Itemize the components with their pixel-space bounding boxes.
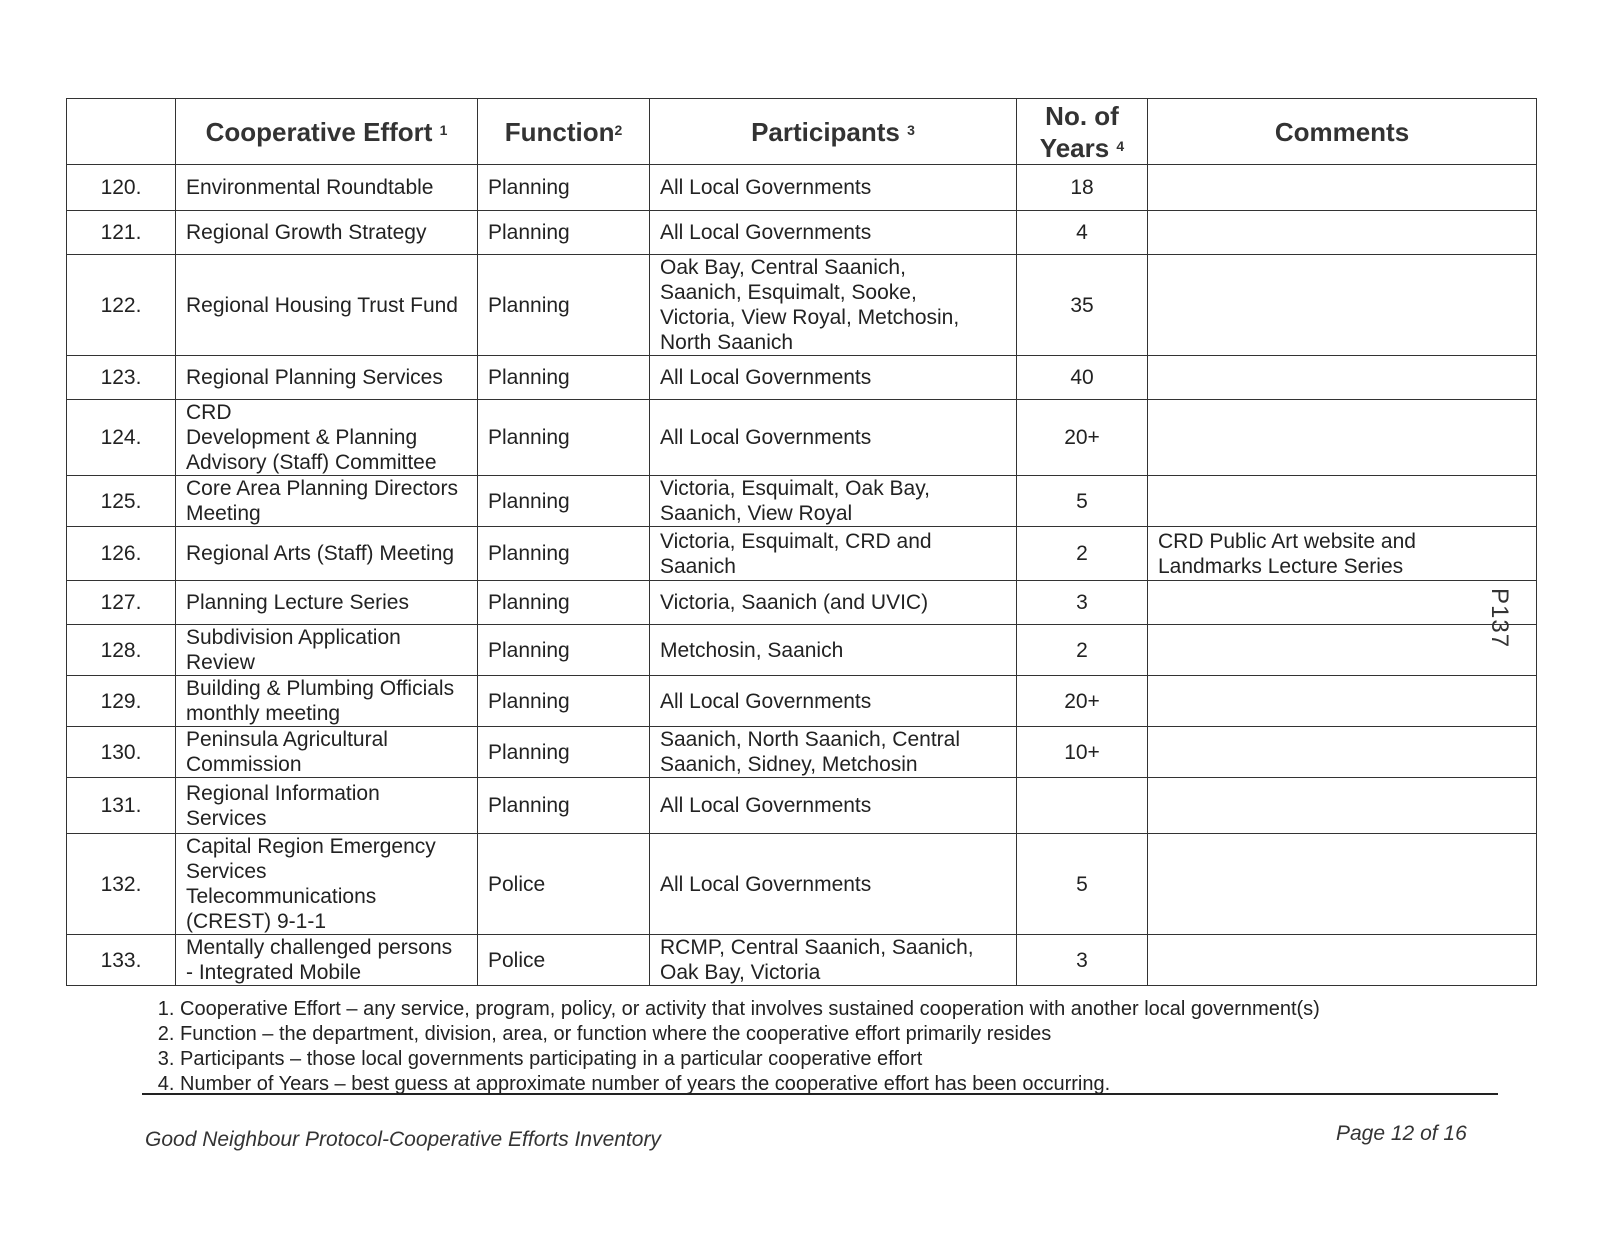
cooperative-effort-cell: Capital Region Emergency Services Telecommunications (CREST) 9-1-1 — [176, 834, 478, 935]
years-cell: 3 — [1017, 935, 1148, 986]
row-number-cell: 128. — [67, 625, 176, 676]
row-number-cell: 124. — [67, 400, 176, 476]
table-row — [67, 727, 1537, 778]
cooperative-efforts-table — [66, 98, 1537, 986]
cooperative-effort-cell: CRD Development & Planning Advisory (Staff) Committee — [176, 400, 478, 476]
cooperative-effort-cell: Mentally challenged persons - Integrated Mobile — [176, 935, 478, 986]
years-cell: 5 — [1017, 834, 1148, 935]
row-number-cell: 121. — [67, 211, 176, 255]
participants-cell: Saanich, North Saanich, Central Saanich, Sidney, Metchosin — [650, 727, 1017, 778]
cooperative-effort-cell: Regional Arts (Staff) Meeting — [176, 527, 478, 581]
table-row — [67, 935, 1537, 986]
table-row — [67, 255, 1537, 356]
participants-cell: All Local Governments — [650, 834, 1017, 935]
years-cell: 3 — [1017, 581, 1148, 625]
cooperative-effort-cell: Regional Planning Services — [176, 356, 478, 400]
function-cell: Planning — [478, 625, 650, 676]
cooperative-effort-cell: Regional Information Services — [176, 778, 478, 834]
page-stamp-label: P137 — [1486, 588, 1513, 649]
table-row — [67, 778, 1537, 834]
table-row — [67, 476, 1537, 527]
comments-cell — [1148, 778, 1537, 834]
row-number-cell: 127. — [67, 581, 176, 625]
footnote-4: 4. Number of Years – best guess at approximate number of years the cooperative effort has been occurring. — [180, 1072, 1540, 1097]
row-number-cell: 123. — [67, 356, 176, 400]
footnote-2: 2. Function – the department, division, area, or function where the cooperative effort primarily resides — [180, 1022, 1540, 1047]
comments-cell — [1148, 356, 1537, 400]
cooperative-effort-cell: Core Area Planning Directors Meeting — [176, 476, 478, 527]
cooperative-effort-cell: Peninsula Agricultural Commission — [176, 727, 478, 778]
participants-cell: Victoria, Saanich (and UVIC) — [650, 581, 1017, 625]
participants-cell: All Local Governments — [650, 778, 1017, 834]
cooperative-effort-cell: Building & Plumbing Officials monthly meeting — [176, 676, 478, 727]
function-cell: Police — [478, 935, 650, 986]
comments-cell — [1148, 211, 1537, 255]
header-function: Function$^2$ — [478, 99, 650, 165]
footer-page-number: Page 12 of 16 — [1336, 1122, 1467, 1145]
cooperative-effort-cell: Environmental Roundtable — [176, 165, 478, 211]
years-cell: 20+ — [1017, 400, 1148, 476]
comments-cell — [1148, 834, 1537, 935]
table-row — [67, 211, 1537, 255]
table-row — [67, 676, 1537, 727]
comments-cell — [1148, 581, 1537, 625]
comments-cell — [1148, 676, 1537, 727]
function-cell: Planning — [478, 165, 650, 211]
function-cell: Planning — [478, 211, 650, 255]
years-cell — [1017, 778, 1148, 834]
row-number-cell: 122. — [67, 255, 176, 356]
header-cooperative-effort: Cooperative Effort $^1$ — [176, 99, 478, 165]
years-cell: 5 — [1017, 476, 1148, 527]
participants-cell: All Local Governments — [650, 400, 1017, 476]
function-cell: Planning — [478, 356, 650, 400]
function-cell: Planning — [478, 676, 650, 727]
participants-cell: Oak Bay, Central Saanich, Saanich, Esquimalt, Sooke, Victoria, View Royal, Metchosin, North Saanich — [650, 255, 1017, 356]
years-cell: 10+ — [1017, 727, 1148, 778]
function-cell: Planning — [478, 476, 650, 527]
cooperative-effort-cell: Regional Growth Strategy — [176, 211, 478, 255]
comments-cell — [1148, 255, 1537, 356]
function-cell: Planning — [478, 581, 650, 625]
comments-cell — [1148, 165, 1537, 211]
comments-cell — [1148, 400, 1537, 476]
table-row — [67, 625, 1537, 676]
function-cell: Planning — [478, 400, 650, 476]
header-no-of-years: No. of Years $^4$ — [1017, 99, 1148, 165]
table-row — [67, 581, 1537, 625]
footer-divider — [142, 1093, 1498, 1095]
years-cell: 18 — [1017, 165, 1148, 211]
footnote-3: 3. Participants – those local governments participating in a particular cooperative effort — [180, 1047, 1540, 1072]
row-number-cell: 120. — [67, 165, 176, 211]
header-number — [67, 99, 176, 165]
function-cell: Planning — [478, 727, 650, 778]
comments-cell — [1148, 476, 1537, 527]
function-cell: Police — [478, 834, 650, 935]
header-comments: Comments — [1148, 99, 1537, 165]
footnote-1: 1. Cooperative Effort – any service, program, policy, or activity that involves sustained cooperation with another local government(s) — [180, 997, 1540, 1022]
cooperative-effort-cell: Regional Housing Trust Fund — [176, 255, 478, 356]
years-cell: 2 — [1017, 527, 1148, 581]
row-number-cell: 133. — [67, 935, 176, 986]
comments-cell: CRD Public Art website and Landmarks Lecture Series — [1148, 527, 1537, 581]
function-cell: Planning — [478, 255, 650, 356]
function-cell: Planning — [478, 527, 650, 581]
years-cell: 4 — [1017, 211, 1148, 255]
table-header-row — [67, 99, 1537, 165]
years-cell: 20+ — [1017, 676, 1148, 727]
table-row — [67, 165, 1537, 211]
row-number-cell: 126. — [67, 527, 176, 581]
cooperative-effort-cell: Subdivision Application Review — [176, 625, 478, 676]
row-number-cell: 131. — [67, 778, 176, 834]
years-cell: 2 — [1017, 625, 1148, 676]
row-number-cell: 129. — [67, 676, 176, 727]
comments-cell — [1148, 935, 1537, 986]
row-number-cell: 125. — [67, 476, 176, 527]
footer-document-title: Good Neighbour Protocol-Cooperative Efforts Inventory — [145, 1128, 661, 1151]
table-row — [67, 527, 1537, 581]
participants-cell: Victoria, Esquimalt, CRD and Saanich — [650, 527, 1017, 581]
participants-cell: All Local Governments — [650, 211, 1017, 255]
years-cell: 40 — [1017, 356, 1148, 400]
participants-cell: Metchosin, Saanich — [650, 625, 1017, 676]
comments-cell — [1148, 727, 1537, 778]
function-cell: Planning — [478, 778, 650, 834]
row-number-cell: 132. — [67, 834, 176, 935]
cooperative-effort-cell: Planning Lecture Series — [176, 581, 478, 625]
participants-cell: RCMP, Central Saanich, Saanich, Oak Bay, Victoria — [650, 935, 1017, 986]
participants-cell: All Local Governments — [650, 676, 1017, 727]
table-row — [67, 400, 1537, 476]
table-row — [67, 834, 1537, 935]
comments-cell — [1148, 625, 1537, 676]
footnotes-list — [140, 997, 1540, 1097]
participants-cell: Victoria, Esquimalt, Oak Bay, Saanich, View Royal — [650, 476, 1017, 527]
table-row — [67, 356, 1537, 400]
years-cell: 35 — [1017, 255, 1148, 356]
participants-cell: All Local Governments — [650, 165, 1017, 211]
row-number-cell: 130. — [67, 727, 176, 778]
header-participants: Participants $^3$ — [650, 99, 1017, 165]
participants-cell: All Local Governments — [650, 356, 1017, 400]
